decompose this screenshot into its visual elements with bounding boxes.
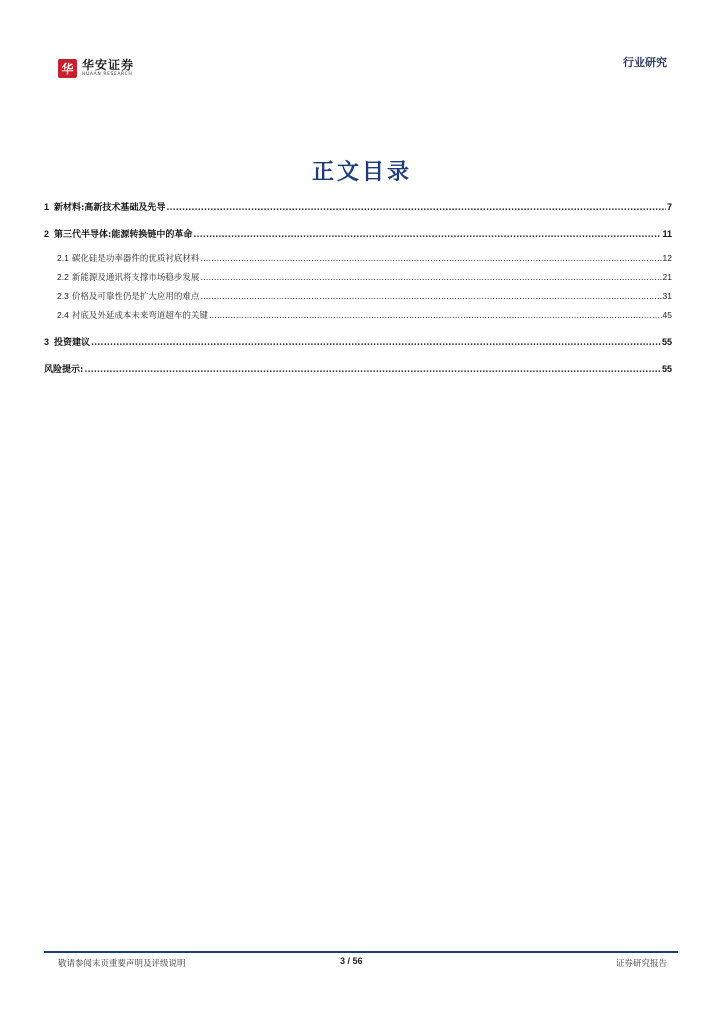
toc-page-number: 55	[661, 364, 672, 374]
page-title: 正文目录	[311, 159, 412, 185]
toc-entry-2-4[interactable]	[57, 309, 672, 321]
toc-leader-dots	[200, 292, 661, 302]
toc-page-number: 55	[661, 337, 672, 347]
toc-leader-dots	[200, 273, 661, 283]
toc-label: 价格及可靠性仍是扩大应用的难点	[71, 292, 200, 302]
toc-page-number: 11	[662, 229, 672, 239]
logo-chinese-name: 华安证券	[82, 58, 135, 72]
toc-page-number: 45	[662, 310, 672, 320]
toc-entry-1[interactable]	[44, 200, 672, 213]
toc-leader-dots	[200, 254, 661, 264]
report-category: 行业研究	[623, 56, 667, 69]
toc-entry-risk[interactable]	[44, 362, 672, 375]
toc-page-number: 12	[662, 253, 672, 263]
footer-disclaimer: 敬请参阅末页重要声明及评级说明	[58, 959, 186, 969]
toc-entry-2-1[interactable]	[57, 252, 672, 264]
toc-label: 风险提示:	[44, 365, 84, 375]
footer-page-number: 3 / 56	[340, 956, 363, 966]
toc-entry-3[interactable]	[44, 335, 672, 348]
toc-leader-dots	[91, 338, 661, 348]
footer-divider	[44, 951, 678, 953]
toc-label: 第三代半导体:能源转换链中的革命	[54, 230, 193, 240]
logo-mark: 华	[58, 59, 77, 78]
toc-page-number: 21	[662, 272, 672, 282]
logo-english-name: HUAAN RESEARCH	[82, 72, 133, 77]
toc-label: 衬底及外延成本未来弯道超车的关键	[71, 311, 208, 321]
toc-number: 2.4	[57, 310, 69, 320]
toc-label: 投资建议	[54, 338, 91, 348]
toc-number: 2.2	[57, 272, 69, 282]
toc-leader-dots	[193, 230, 661, 240]
toc-number: 2.1	[57, 253, 69, 263]
toc-entry-2-2[interactable]	[57, 271, 672, 283]
toc-page-number: 31	[662, 291, 672, 301]
toc-leader-dots	[166, 203, 666, 213]
toc-page-number: 7	[666, 202, 672, 212]
toc-number: 1	[44, 202, 50, 212]
toc-leader-dots	[84, 365, 661, 375]
toc-number: 2	[44, 229, 50, 239]
toc-label: 新材料:高新技术基础及先导	[54, 203, 166, 213]
toc-entry-2[interactable]	[44, 227, 672, 240]
toc-number: 3	[44, 337, 50, 347]
toc-entry-2-3[interactable]	[57, 290, 672, 302]
toc-label: 碳化硅是功率器件的优质衬底材料	[71, 254, 200, 264]
footer-doc-type: 证券研究报告	[615, 959, 667, 969]
toc-leader-dots	[209, 311, 662, 321]
toc-label: 新能源及通讯将支撑市场稳步发展	[71, 273, 200, 283]
toc-number: 2.3	[57, 291, 69, 301]
company-logo	[58, 59, 134, 78]
